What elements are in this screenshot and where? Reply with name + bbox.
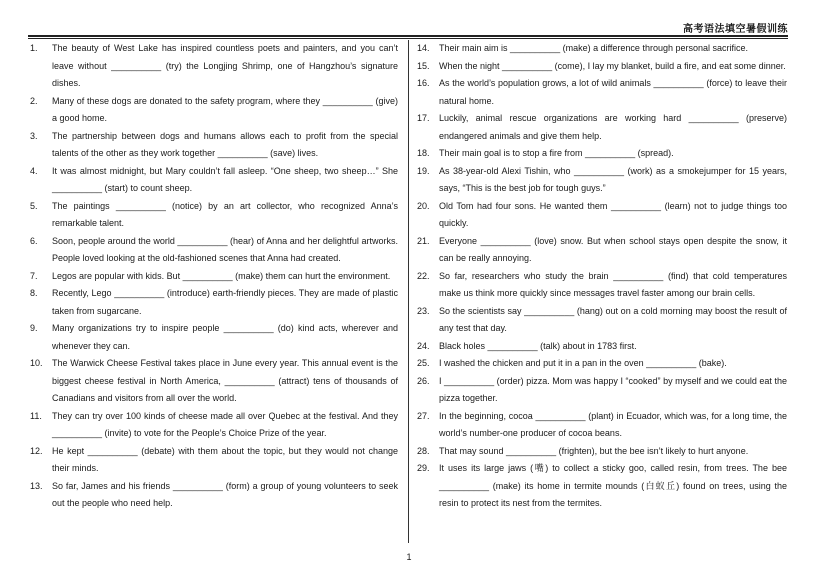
question-number: 4. xyxy=(30,165,38,176)
question-item xyxy=(30,233,398,268)
question-number: 11. xyxy=(30,410,42,421)
question-text: I washed the chicken and put it in a pan in the oven __________ (bake). xyxy=(439,358,727,368)
question-text: The Warwick Cheese Festival takes place in June every year. This annual event is the biggest cheese festival in North America, __________ (attract) tens of thousands of Canadians and visitors from all over the world. xyxy=(52,358,398,403)
question-number: 17. xyxy=(417,113,430,123)
question-item xyxy=(417,408,787,443)
question-text: Old Tom had four sons. He wanted them __________ (learn) not to judge things too quickly. xyxy=(439,200,787,228)
question-number: 6. xyxy=(30,235,38,246)
question-text: Black holes __________ (talk) about in 1783 first. xyxy=(439,340,637,351)
question-text: It was almost midnight, but Mary couldn’t fall asleep. “One sheep, two sheep…” She __________ (start) to count sheep. xyxy=(52,165,398,193)
question-text: Luckily, animal rescue organizations are working hard __________ (preserve) endangered animals and give them help. xyxy=(439,113,787,141)
question-number: 25. xyxy=(417,358,430,368)
question-item xyxy=(30,320,398,355)
question-item xyxy=(417,233,787,268)
question-item xyxy=(417,40,787,58)
question-text: Recently, Lego __________ (introduce) earth-friendly pieces. They are made of plastic taken from sugarcane. xyxy=(52,288,398,316)
question-number: 9. xyxy=(30,323,38,333)
question-item xyxy=(30,40,398,93)
question-text: As 38-year-old Alexi Tishin, who __________ (work) as a smokejumper for 15 years, says, “This is the best job for tough guys.” xyxy=(439,165,787,193)
question-number: 26. xyxy=(417,375,430,386)
question-text: That may sound __________ (frighten), but the bee isn’t likely to hurt anyone. xyxy=(439,445,749,456)
question-number: 7. xyxy=(30,270,38,281)
question-text: In the beginning, cocoa __________ (plant) in Ecuador, which was, for a long time, the world’s number-one producer of cocoa beans. xyxy=(439,410,787,438)
question-number: 12. xyxy=(30,445,43,456)
question-item xyxy=(30,93,398,128)
question-number: 15. xyxy=(417,60,430,71)
question-text: It uses its large jaws (嘴) to collect a sticky goo, called resin, from trees. The bee __________ (make) its home in termite mounds (白蚁丘) found on trees, using the resin to protect its nest from the termites. xyxy=(439,463,787,508)
question-text: When the night __________ (come), I lay my blanket, build a fire, and eat some dinner. xyxy=(439,60,786,71)
question-number: 23. xyxy=(417,305,430,316)
question-number: 27. xyxy=(417,410,430,421)
question-text: The beauty of West Lake has inspired countless poets and painters, and you can’t leave without __________ (try) the Longjing Shrimp, one of Hangzhou’s signature dishes. xyxy=(52,43,398,88)
question-item xyxy=(30,198,398,233)
question-text: The partnership between dogs and humans allows each to profit from the special talents of the other as they work together __________ (save) lives. xyxy=(52,130,398,158)
question-item xyxy=(417,75,787,110)
question-item xyxy=(30,443,398,478)
question-item xyxy=(417,198,787,233)
question-number: 8. xyxy=(30,288,38,298)
question-number: 3. xyxy=(30,130,38,141)
question-text: Their main goal is to stop a fire from __________ (spread). xyxy=(439,148,674,158)
question-number: 20. xyxy=(417,200,430,211)
right-column xyxy=(417,40,787,513)
header-rule-thin xyxy=(28,38,788,39)
question-item xyxy=(417,145,787,163)
question-text: So the scientists say __________ (hang) out on a cold morning may boost the result of any test that day. xyxy=(439,305,787,333)
question-text: I __________ (order) pizza. Mom was happy I “cooked” by myself and we could eat the pizza together. xyxy=(439,375,787,403)
question-number: 19. xyxy=(417,165,430,176)
question-text: So far, James and his friends __________ (form) a group of young volunteers to seek out the people who need help. xyxy=(52,480,398,508)
page-number: 1 xyxy=(406,552,412,562)
column-divider xyxy=(408,40,409,543)
question-number: 16. xyxy=(417,78,430,88)
question-item xyxy=(417,443,787,461)
question-item xyxy=(417,338,787,356)
question-item xyxy=(30,163,398,198)
question-text: Many organizations try to inspire people __________ (do) kind acts, wherever and whenever they can. xyxy=(52,323,398,351)
question-number: 29. xyxy=(417,463,430,473)
question-number: 10. xyxy=(30,358,43,368)
header-rule xyxy=(28,35,788,37)
question-text: They can try over 100 kinds of cheese made all over Quebec at the festival. And they __________ (invite) to vote for the People’s Choice Prize of the year. xyxy=(52,410,398,438)
question-number: 1. xyxy=(30,43,38,53)
question-item xyxy=(30,355,398,408)
question-item xyxy=(417,303,787,338)
question-text: As the world’s population grows, a lot of wild animals __________ (force) to leave their natural home. xyxy=(439,78,787,106)
page-header-title: 高考语法填空暑假训练 xyxy=(683,24,788,35)
question-text: Many of these dogs are donated to the safety program, where they __________ (give) a good home. xyxy=(52,95,398,123)
left-column xyxy=(30,40,398,513)
question-item xyxy=(30,285,398,320)
question-text: Their main aim is __________ (make) a difference through personal sacrifice. xyxy=(439,43,748,53)
question-text: So far, researchers who study the brain __________ (find) that cold temperatures make us think more quickly since messages travel faster among our brain cells. xyxy=(439,270,787,298)
question-number: 24. xyxy=(417,340,430,351)
question-number: 2. xyxy=(30,95,38,106)
question-number: 14. xyxy=(417,43,430,53)
question-item xyxy=(30,408,398,443)
question-item xyxy=(30,478,398,513)
question-item xyxy=(30,128,398,163)
question-item xyxy=(417,268,787,303)
question-text: Soon, people around the world __________ (hear) of Anna and her delightful artworks. People loved looking at the old-fashioned scenes that Anna had created. xyxy=(52,235,398,263)
question-item xyxy=(417,58,787,76)
question-item xyxy=(417,460,787,513)
question-item xyxy=(417,163,787,198)
question-item xyxy=(30,268,398,286)
question-number: 21. xyxy=(417,235,430,246)
question-number: 13. xyxy=(30,480,43,491)
question-number: 28. xyxy=(417,445,430,456)
question-number: 18. xyxy=(417,148,430,158)
question-text: Everyone __________ (love) snow. But when school stays open despite the snow, it can be really annoying. xyxy=(439,235,787,263)
question-text: Legos are popular with kids. But __________ (make) them can hurt the environment. xyxy=(52,270,391,281)
question-item xyxy=(417,355,787,373)
question-item xyxy=(417,373,787,408)
question-number: 22. xyxy=(417,270,430,281)
question-text: The paintings __________ (notice) by an art collector, who recognized Anna’s remarkable talent. xyxy=(52,200,398,228)
question-number: 5. xyxy=(30,200,38,211)
question-text: He kept __________ (debate) with them about the topic, but they would not change their minds. xyxy=(52,445,398,473)
question-item xyxy=(417,110,787,145)
